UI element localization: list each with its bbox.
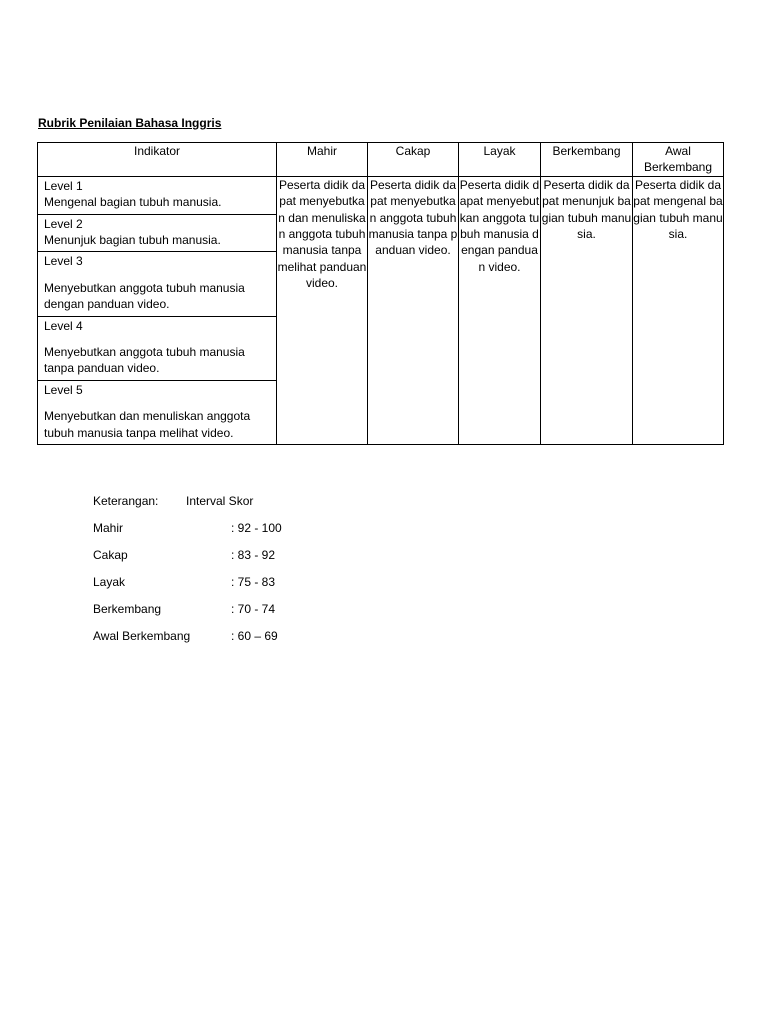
score-category: Cakap bbox=[93, 548, 128, 562]
notes-label: Keterangan: bbox=[93, 494, 159, 508]
score-category: Mahir bbox=[93, 521, 124, 535]
header-awal-berkembang: Awal Berkembang bbox=[633, 143, 724, 177]
descriptor-berkembang: Peserta didik dapat menunjuk bagian tubuh manusia. bbox=[541, 176, 633, 444]
header-mahir: Mahir bbox=[277, 143, 368, 177]
score-category: Berkembang bbox=[93, 602, 162, 616]
score-range: : 60 – 69 bbox=[231, 629, 278, 643]
indikator-cell bbox=[38, 176, 277, 444]
level-name: Level 5 bbox=[44, 382, 83, 397]
level-name: Level 3 bbox=[44, 254, 83, 269]
level-name: Level 2 bbox=[44, 216, 83, 231]
header-berkembang: Berkembang bbox=[541, 143, 633, 177]
header-indikator: Indikator bbox=[38, 143, 277, 177]
score-range: : 92 - 100 bbox=[231, 521, 282, 535]
descriptor-cakap: Peserta didik dapat menyebutkan anggota tubuh manusia tanpa panduan video. bbox=[368, 176, 459, 444]
descriptor-mahir: Peserta didik dapat menyebutkan dan menuliskan anggota tubuh manusia tanpa melihat panduan video. bbox=[277, 176, 368, 444]
notes-heading: Interval Skor bbox=[186, 494, 254, 508]
score-category: Layak bbox=[93, 575, 126, 589]
level-description: Menyebutkan dan menuliskan anggota tubuh manusia tanpa melihat video. bbox=[44, 409, 251, 440]
descriptor-layak: Peserta didik dapat menyebutkan anggota tubuh manusia dengan panduan video. bbox=[459, 176, 541, 444]
level-2 bbox=[38, 215, 276, 253]
score-range: : 75 - 83 bbox=[231, 575, 276, 589]
level-5 bbox=[38, 381, 276, 444]
level-description: Menyebutkan anggota tubuh manusia dengan panduan video. bbox=[44, 280, 245, 312]
level-description: Menyebutkan anggota tubuh manusia tanpa panduan video. bbox=[44, 345, 245, 376]
score-range: : 70 - 74 bbox=[231, 602, 276, 616]
rubric-table bbox=[37, 142, 724, 445]
level-name: Level 1 bbox=[44, 178, 83, 193]
header-layak: Layak bbox=[459, 143, 541, 177]
level-description: Mengenal bagian tubuh manusia. bbox=[44, 195, 222, 210]
header-cakap: Cakap bbox=[368, 143, 459, 177]
table-row bbox=[38, 176, 724, 444]
descriptor-awal-berkembang: Peserta didik dapat mengenal bagian tubuh manusia. bbox=[633, 176, 724, 444]
level-4 bbox=[38, 317, 276, 381]
level-description: Menunjuk bagian tubuh manusia. bbox=[44, 233, 221, 248]
level-1 bbox=[38, 177, 276, 215]
document-title: Rubrik Penilaian Bahasa Inggris bbox=[38, 116, 222, 130]
level-3 bbox=[38, 252, 276, 316]
score-range: : 83 - 92 bbox=[231, 548, 276, 562]
level-name: Level 4 bbox=[44, 318, 83, 333]
table-header-row bbox=[38, 143, 724, 177]
score-category: Awal Berkembang bbox=[93, 629, 191, 643]
